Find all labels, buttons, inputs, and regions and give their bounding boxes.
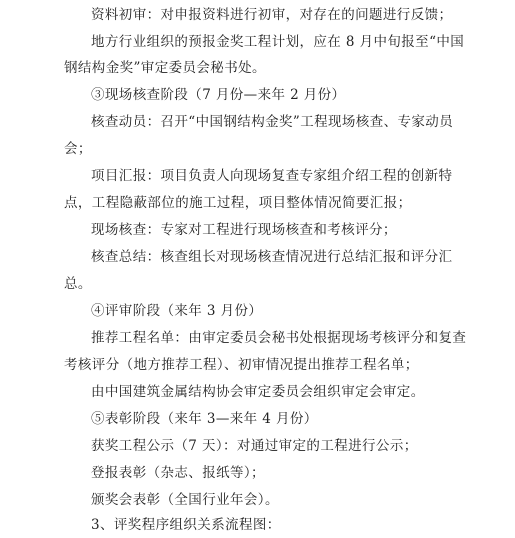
text-line-18: 登报表彰（杂志、报纸等）； [91,465,265,481]
text-line-13: 推荐工程名单：由审定委员会秘书处根据现场考核评分和复查 [91,330,467,346]
text-line-5: 核查动员：召开“中国钢结构金奖”工程现场核查、专家动员 [91,114,454,130]
text-line-12: ④评审阶段（来年 3 月份） [91,303,263,319]
text-line-10: 核查总结：核查组长对现场核查情况进行总结汇报和评分汇 [91,249,453,265]
text-line-11: 总。 [64,276,92,292]
text-line-4: ③现场核查阶段（7 月份—来年 2 月份） [91,87,346,103]
text-line-15: 由中国建筑金属结构协会审定委员会组织审定会审定。 [91,384,425,400]
text-line-16: ⑤表彰阶段（来年 3—来年 4 月份） [91,411,318,427]
text-line-2: 地方行业组织的预报金奖工程计划，应在 8 月中旬报至“中国 [91,34,465,50]
text-line-9: 现场核查：专家对工程进行现场核查和考核评分； [91,222,397,238]
text-line-3: 钢结构金奖”审定委员会秘书处。 [64,60,266,76]
text-line-8: 点，工程隐蔽部位的施工过程，项目整体情况简要汇报； [64,195,412,211]
text-line-6: 会； [64,141,92,157]
text-line-17: 获奖工程公示（7 天）：对通过审定的工程进行公示； [91,438,418,454]
text-line-20: 3、评奖程序组织关系流程图： [91,517,281,533]
text-line-7: 项目汇报：项目负责人向现场复查专家组介绍工程的创新特 [91,168,453,184]
text-line-19: 颁奖会表彰（全国行业年会）。 [91,492,279,508]
text-line-1: 资料初审：对申报资料进行初审，对存在的问题进行反馈； [91,7,453,23]
text-line-14: 考核评分（地方推荐工程）、初审情况提出推荐工程名单； [64,357,419,373]
